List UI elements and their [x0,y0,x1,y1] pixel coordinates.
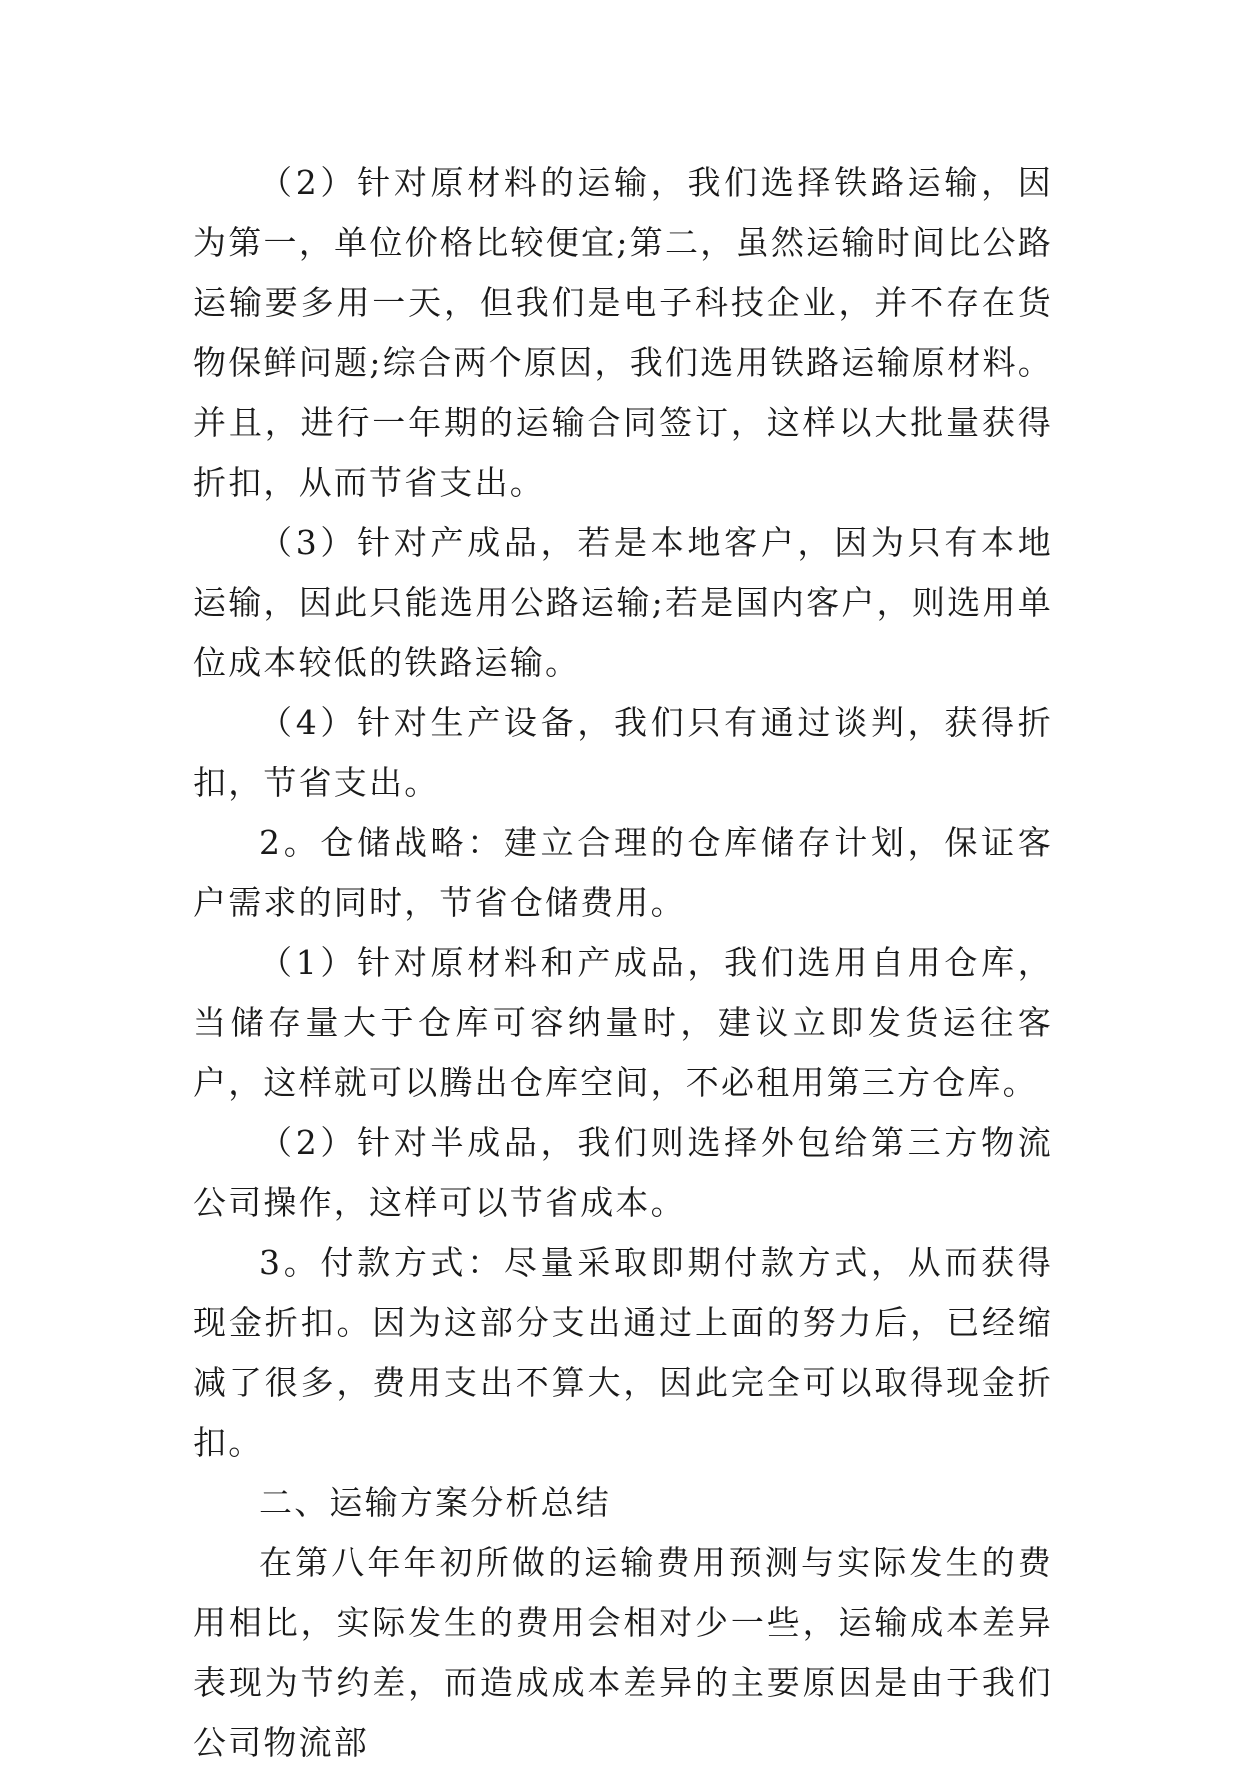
paragraph-cost-variance: 在第八年年初所做的运输费用预测与实际发生的费用相比，实际发生的费用会相对少一些，运输成本差异表现为节约差，而造成成本差异的主要原因是由于我们公司物流部 [193,1543,1053,1762]
paragraph-finished-goods-transport: （3）针对产成品，若是本地客户，因为只有本地运输，因此只能选用公路运输;若是国内客户，则选用单位成本较低的铁路运输。 [193,523,1053,682]
paragraph-semi-finished-outsourcing: （2）针对半成品，我们则选择外包给第三方物流公司操作，这样可以节省成本。 [193,1123,1053,1222]
paragraph-warehousing-strategy: 2。仓储战略：建立合理的仓库储存计划，保证客户需求的同时，节省仓储费用。 [193,823,1053,922]
paragraph-own-warehouse: （1）针对原材料和产成品，我们选用自用仓库，当储存量大于仓库可容纳量时，建议立即发货运往客户，这样就可以腾出仓库空间，不必租用第三方仓库。 [193,943,1053,1102]
paragraph-payment-method: 3。付款方式：尽量采取即期付款方式，从而获得现金折扣。因为这部分支出通过上面的努力后，已经缩减了很多，费用支出不算大，因此完全可以取得现金折扣。 [193,1243,1053,1462]
paragraph-equipment-transport: （4）针对生产设备，我们只有通过谈判，获得折扣，节省支出。 [193,703,1053,802]
paragraph-raw-material-transport: （2）针对原材料的运输，我们选择铁路运输，因为第一，单位价格比较便宜;第二，虽然运输时间比公路运输要多用一天，但我们是电子科技企业，并不存在货物保鲜问题;综合两个原因，我们选用铁路运输原材料。并且，进行一年期的运输合同签订，这样以大批量获得折扣，从而节省支出。 [193,163,1053,502]
section-heading-transport-summary: 二、运输方案分析总结 [259,1483,611,1522]
document-body [193,153,1053,1773]
